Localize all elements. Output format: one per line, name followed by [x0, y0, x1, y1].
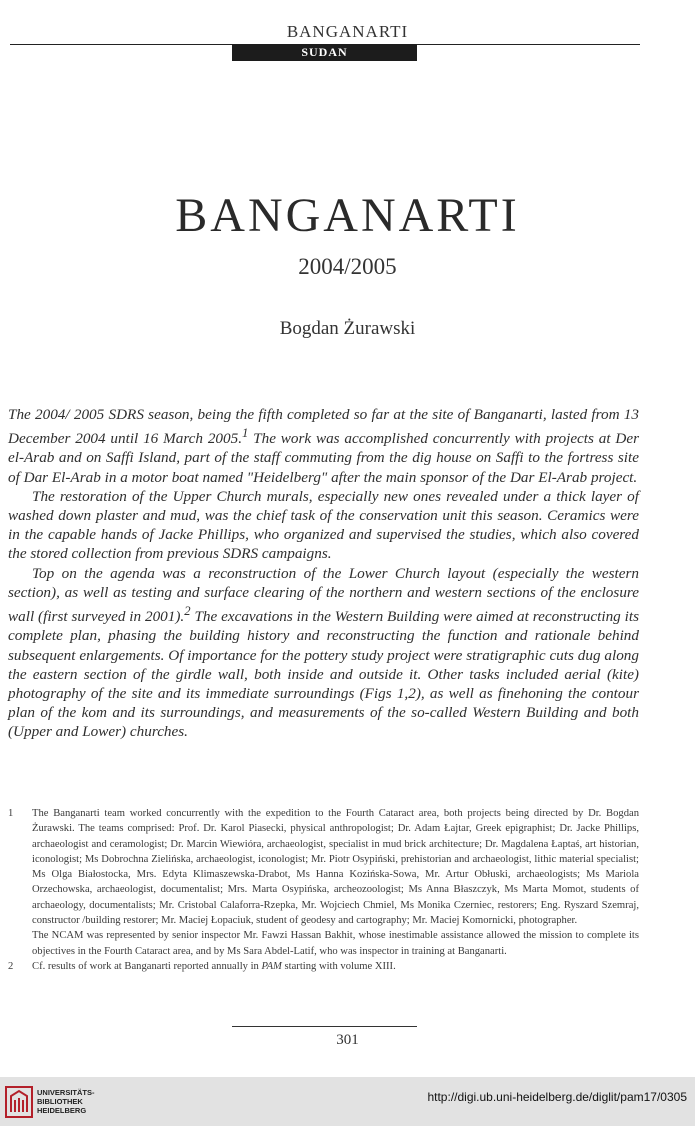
paragraph-1-text-a: The 2004/ 2005 SDRS season, being the fifth completed so far at the site of Banganarti, lasted from 13 December 2004 until 16 March 2005.	[8, 406, 639, 448]
paragraph-3	[8, 564, 639, 742]
footnote-number: 1	[8, 808, 14, 819]
library-name[interactable]	[37, 1088, 95, 1115]
footnote-1	[8, 806, 639, 959]
footnote-2	[8, 959, 639, 974]
section-band: SUDAN	[232, 44, 417, 61]
page-number-rule	[232, 1026, 417, 1027]
footnote-ref-1[interactable]: 1	[242, 426, 249, 441]
footnote-2-text-b: starting with volume XIII.	[281, 960, 396, 972]
article-body	[8, 405, 639, 742]
running-header-title: BANGANARTI	[286, 22, 409, 41]
footnote-1-text: The Banganarti team worked concurrently with the expedition to the Fourth Cataract area, both projects being directed by Dr. Bogdan Żurawski. The teams comprised: Prof. Dr. Karol Piasecki, physical anthropologist; Dr. Adam Łajtar, Greek epigraphist; Dr. Jacke Phillips, archaeologist and ceramologist; Dr. Marcin Wiewióra, archaeologist, specialist in mud brick architecture; Dr. Magdalena Łaptaś, art historian, iconologist; Ms Dobrochna Zielińska, archaeologist, iconologist; Mr. Piotr Osypiński, prehistorian and archaeologist, lithic material specialist; Ms Olga Białostocka, Mrs. Edyta Klimaszewska-Drabot, Ms Hanna Kozińska-Sowa, Mr. Artur Obłuski, archaeologists; Ms Mariola Orzechowska, archaeologist, documentalist; Mrs. Marta Osypińska, archeozoologist; Ms Anna Błaszczyk, Ms Marta Momot, students of archaeology, documentalists; Mr. Cristobal Calaforra-Rzepka, Mr. Wojciech Chmiel, Ms Monika Czerniec, restorers; Eng. Ryszard Szemraj, constructor /building restorer; Mr. Maciej Łopaciuk, student of geodesy and cartography; Mr. Maciej Komornicki, photographer.	[32, 808, 639, 927]
paragraph-3-text-b: The excavations in the Western Building were aimed at reconstructing its complete plan, phasing the building history and reconstructing the function and rationale behind subsequent enlargements. Of importance for the pottery study project were stratigraphic cuts dug along the eastern section of the girdle wall, both inside and outside it. Other tasks included aerial (kite) photography of the site and its immediate surroundings (Figs 1,2), as well as finehoning the contour plan of the kom and its surroundings, and measurements of the so-called Western Building and both (Upper and Lower) churches.	[8, 608, 639, 741]
footnote-2-journal: PAM	[261, 960, 282, 972]
library-name-line-2: BIBLIOTHEK	[37, 1097, 83, 1106]
permalink-url[interactable]: http://digi.ub.uni-heidelberg.de/diglit/pam17/0305	[427, 1090, 687, 1104]
footnotes	[8, 806, 639, 974]
library-name-line-1: UNIVERSITÄTS-	[37, 1088, 95, 1097]
article-author: Bogdan Żurawski	[279, 318, 416, 339]
paragraph-1	[8, 405, 639, 487]
paragraph-3-text-a: Top on the agenda was a reconstruction of the Lower Church layout (especially the western section), as well as testing and surface clearing of the northern and western sections of the enclosure wall (first surveyed in 2001).	[8, 564, 639, 626]
article-subtitle: 2004/2005	[298, 254, 397, 279]
footnote-ref-2[interactable]: 2	[184, 604, 191, 619]
paragraph-2: The restoration of the Upper Church murals, especially new ones revealed under a thick layer of washed down plaster and mud, was the chief task of the conservation unit this season. Ceramics were in the capable hands of Jacke Phillips, who organized and supervised the studies, which also covered the stored collection from previous SDRS campaigns.	[8, 487, 639, 563]
footnote-number: 2	[8, 960, 14, 972]
paragraph-1-text-b: The work was accomplished concurrently with projects at Der el-Arab and on Saffi Island, part of the staff commuting from the dig house on Saffi to the fortress site of Dar El-Arab in a motor boat named "Heidelberg" after the main sponsor of the Dar El-Arab project.	[8, 430, 640, 486]
footnote-2-text-a: Cf. results of work at Banganarti reported annually in	[32, 960, 262, 972]
library-name-line-3: HEIDELBERG	[37, 1106, 87, 1115]
page-number: 301	[336, 1032, 359, 1048]
footnote-1-text-cont: The NCAM was represented by senior inspector Mr. Fawzi Hassan Bakhit, whose inestimable assistance allowed the mission to complete its objectives in the Fourth Cataract area, and by Ms Sara Abdel-Latif, who was inspector in training at Banganarti.	[32, 930, 639, 957]
footnote-2-text	[32, 959, 639, 974]
article-title: BANGANARTI	[175, 189, 520, 242]
university-library-logo-icon[interactable]	[5, 1086, 33, 1118]
